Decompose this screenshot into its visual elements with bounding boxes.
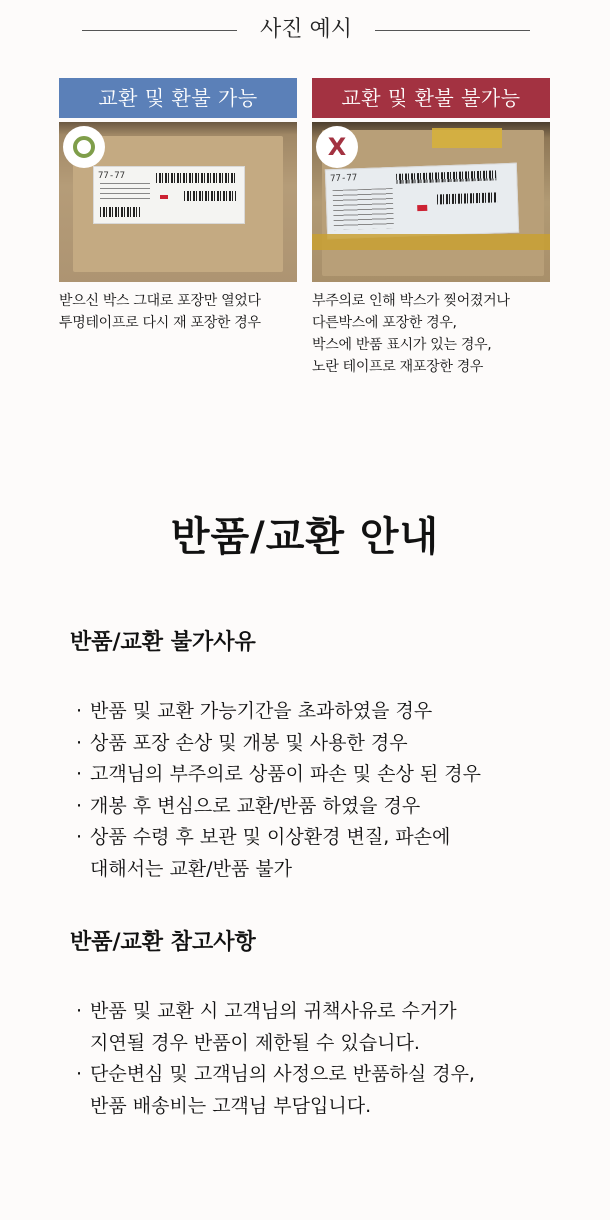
not-allowed-box-photo [312, 122, 550, 282]
caption-line: 다른박스에 포장한 경우, [312, 315, 457, 331]
yellow-tape [312, 234, 550, 250]
allowed-box-photo [59, 122, 297, 282]
example-not-allowed [312, 78, 550, 378]
notes-list [76, 996, 576, 1122]
caption-line: 투명테이프로 다시 재 포장한 경우 [59, 315, 261, 331]
page-title: 반품/교환 안내 [170, 514, 440, 560]
header-divider-left [82, 30, 237, 31]
ok-circle-icon [63, 126, 105, 168]
label-code: 77-77 [98, 171, 126, 181]
list-item: · 단순변심 및 고객님의 사정으로 반품하실 경우, 반품 배송비는 고객님 부담입니다. [76, 1059, 576, 1122]
label-text-lines [333, 188, 394, 230]
section-title-notes: 반품/교환 참고사항 [70, 930, 256, 955]
not-allowed-banner: 교환 및 환불 불가능 [312, 78, 550, 118]
barcode-icon [184, 191, 236, 201]
allowed-banner: 교환 및 환불 가능 [59, 78, 297, 118]
shipping-label [325, 163, 519, 240]
shipping-label [93, 166, 245, 224]
barcode-icon [156, 173, 236, 183]
label-red-mark [160, 195, 168, 199]
list-item: · 상품 포장 손상 및 개봉 및 사용한 경우 [76, 728, 576, 760]
barcode-icon [100, 207, 140, 217]
label-red-mark [417, 205, 427, 211]
list-item: · 반품 및 교환 시 고객님의 귀책사유로 수거가 지연될 경우 반품이 제한될 수 있습니다. [76, 996, 576, 1059]
list-item: · 상품 수령 후 보관 및 이상환경 변질, 파손에 대해서는 교환/반품 불가 [76, 822, 576, 885]
label-code: 77-77 [330, 173, 358, 185]
header-divider-right [375, 30, 530, 31]
caption-line: 노란 테이프로 재포장한 경우 [312, 359, 484, 375]
caption-line: 부주의로 인해 박스가 찢어졌거나 [312, 293, 510, 309]
barcode-icon [437, 192, 497, 204]
header-title: 사진 예시 [259, 17, 352, 42]
section-title-restrictions: 반품/교환 불가사유 [70, 630, 256, 655]
allowed-caption [59, 290, 297, 334]
list-item: · 반품 및 교환 가능기간을 초과하였을 경우 [76, 696, 576, 728]
caption-line: 받으신 박스 그대로 포장만 열었다 [59, 293, 261, 309]
caption-line: 박스에 반품 표시가 있는 경우, [312, 337, 492, 353]
restrictions-list [76, 696, 576, 885]
list-item: · 개봉 후 변심으로 교환/반품 하였을 경우 [76, 791, 576, 823]
section-header [0, 12, 610, 48]
label-text-lines [100, 183, 150, 203]
example-allowed [59, 78, 297, 334]
yellow-tape [432, 128, 502, 148]
x-mark-icon: X [316, 126, 358, 168]
barcode-icon [396, 170, 496, 183]
list-item: · 고객님의 부주의로 상품이 파손 및 손상 된 경우 [76, 759, 576, 791]
not-allowed-caption [312, 290, 550, 378]
